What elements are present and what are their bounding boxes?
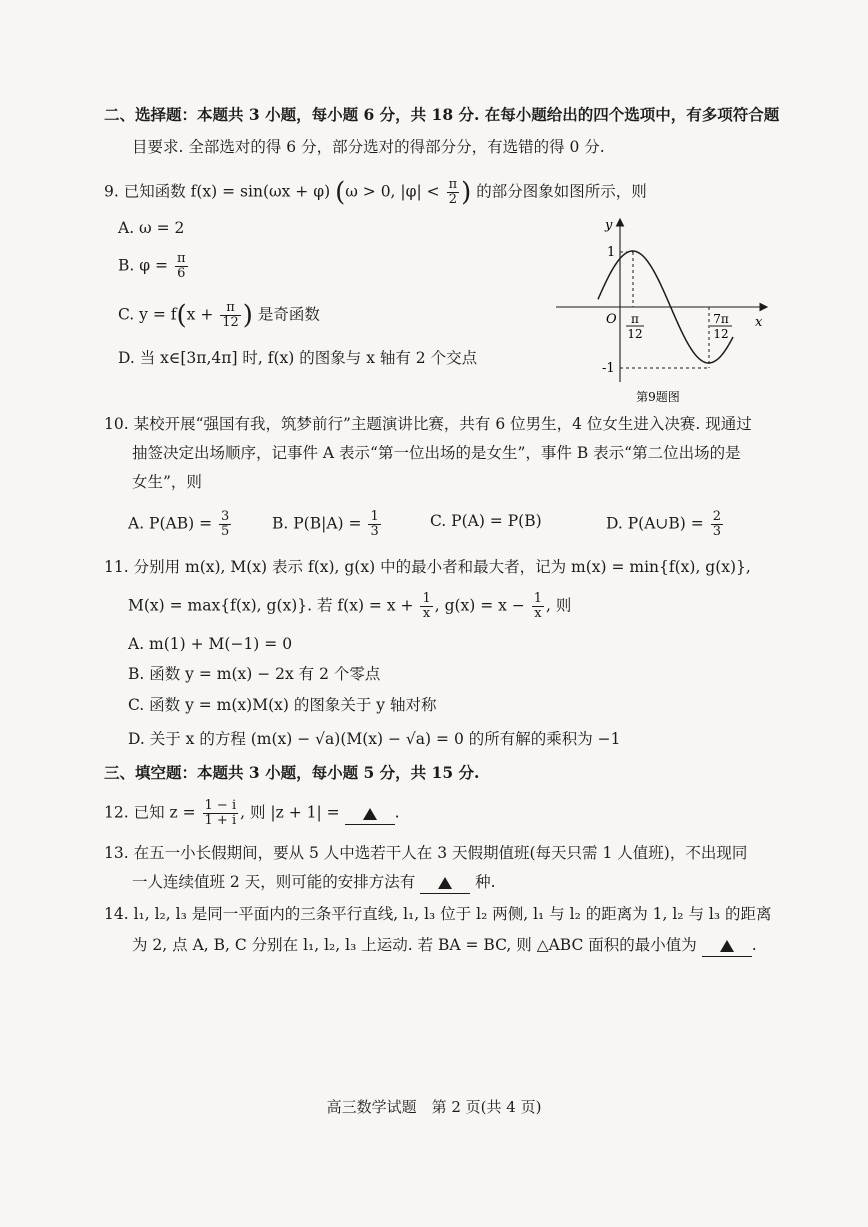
section2-header-line2: 目要求. 全部选对的得 6 分，部分选对的得部分分，有选错的得 0 分. — [132, 138, 605, 156]
q13-line1: 13. 在五一小长假期间，要从 5 人中选若干人在 3 天假期值班(每天只需 1 人值班)，不出现同 — [104, 844, 748, 862]
q10-option-b: B. P(B|A) = $\frac{1}{3}$ — [272, 509, 379, 539]
q9-sine-graph-figure — [548, 212, 778, 407]
section2-header-line1: 二、选择题：本题共 3 小题，每小题 6 分，共 18 分. 在每小题给出的四个选项中，有多项符合题 — [104, 105, 780, 124]
q11-option-b: B. 函数 y = m(x) − 2x 有 2 个零点 — [128, 665, 381, 683]
q9-optb-fraction: $\frac{\pi}{6}$ — [176, 251, 186, 281]
q11-line2: M(x) = max{f(x), g(x)}. 若 f(x) = x + $\frac{1}{x}$ , g(x) = x − $\frac{1}{x}$ , 则 — [128, 591, 572, 621]
x2-den: 12 — [713, 327, 729, 341]
q13-line2: 一人连续值班 2 天，则可能的安排方法有 种. — [132, 871, 496, 894]
paren-open: ( — [335, 177, 346, 208]
x1-den: 12 — [627, 327, 643, 341]
q12-answer-blank — [345, 802, 395, 825]
x1-num: π — [631, 312, 639, 326]
q10-option-a: A. P(AB) = $\frac{3}{5}$ — [128, 509, 230, 539]
section3-header: 三、填空题：本题共 3 小题，每小题 5 分，共 15 分. — [104, 763, 480, 782]
q11-line1: 11. 分别用 m(x), M(x) 表示 f(x), g(x) 中的最小者和最大者，记为 m(x) = min{f(x), g(x)}, — [104, 558, 751, 576]
q14-line1: 14. l₁, l₂, l₃ 是同一平面内的三条平行直线, l₁, l₃ 位于 l₂ 两侧, l₁ 与 l₂ 的距离为 1, l₂ 与 l₃ 的距离 — [104, 905, 772, 923]
q10-line3: 女生”，则 — [132, 473, 202, 491]
q14-answer-blank — [702, 934, 752, 957]
triangle-icon — [720, 940, 734, 952]
q9-option-a: A. ω = 2 — [118, 219, 185, 237]
q10-line1: 10. 某校开展“强国有我，筑梦前行”主题演讲比赛，共有 6 位男生，4 位女生进入决赛. 现通过 — [104, 415, 752, 433]
triangle-icon — [363, 808, 377, 820]
tick-1-label: 1 — [607, 245, 616, 260]
q11-option-a: A. m(1) + M(−1) = 0 — [128, 635, 293, 653]
tick-neg1-label: -1 — [602, 361, 615, 376]
q9-stem — [104, 178, 647, 207]
x-label: x — [755, 315, 763, 330]
q10-option-d: D. P(A∪B) = $\frac{2}{3}$ — [606, 509, 721, 539]
q11-option-c: C. 函数 y = m(x)M(x) 的图象关于 y 轴对称 — [128, 696, 437, 714]
figure-caption: 第9题图 — [636, 390, 680, 404]
q10-option-c: C. P(A) = P(B) — [430, 512, 542, 530]
q10-line2: 抽签决定出场顺序，记事件 A 表示“第一位出场的是女生”，事件 B 表示“第二位出场的是 — [132, 444, 741, 462]
q9-optc-fraction: $\frac{\pi}{12}$ — [222, 300, 239, 330]
q9-option-d: D. 当 x∈[3π,4π] 时, f(x) 的图象与 x 轴有 2 个交点 — [118, 349, 478, 367]
q13-answer-blank — [420, 871, 470, 894]
q9-stem-b: 的部分图象如图所示，则 — [476, 182, 647, 201]
paren-close: ) — [461, 177, 472, 208]
q9-option-c: C. y = f(x + $\frac{\pi}{12}$ ) 是奇函数 — [118, 300, 320, 331]
q9-stem-a: 9. 已知函数 f(x) = sin(ωx + φ) — [104, 182, 331, 201]
triangle-icon — [438, 877, 452, 889]
q9-option-b: B. φ = $\frac{\pi}{6}$ — [118, 251, 186, 281]
q9-condition: ω > 0, |φ| < — [345, 182, 440, 201]
x2-num: 7π — [713, 312, 729, 326]
q9-fraction: $\frac{\pi}{2}$ — [448, 177, 458, 207]
page-footer: 高三数学试题 第 2 页(共 4 页) — [326, 1098, 542, 1116]
q12: 12. 已知 z = $\frac{1 - i}{1 + i}$ , 则 |z + 1| = . — [104, 798, 400, 828]
q11-option-d: D. 关于 x 的方程 (m(x) − √a)(M(x) − √a) = 0 的所有解的乘积为 −1 — [128, 730, 621, 748]
y-label: y — [605, 218, 613, 233]
q14-line2: 为 2, 点 A, B, C 分别在 l₁, l₂, l₃ 上运动. 若 BA = BC, 则 △ABC 面积的最小值为 . — [132, 934, 757, 957]
origin-label: O — [606, 312, 617, 327]
